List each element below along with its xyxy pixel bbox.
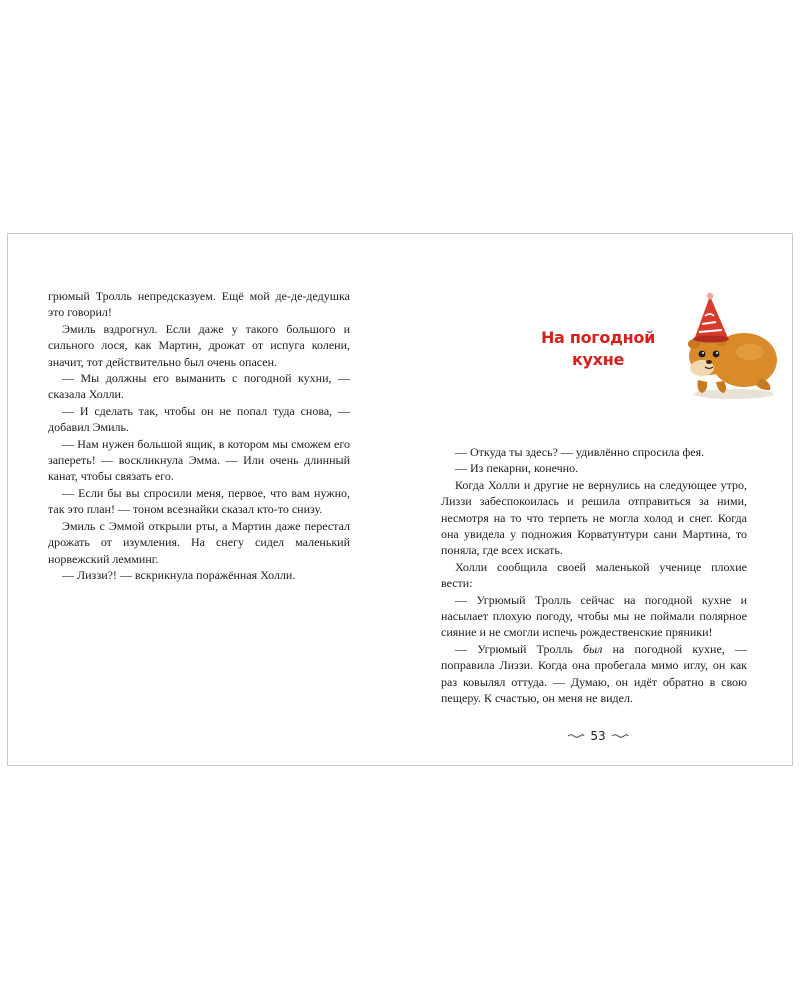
paragraph: — Лиззи?! — вскрикнула поражённая Холли. [62,567,296,582]
page-number [560,727,636,745]
chapter-title-line: кухне [571,350,625,369]
chapter-title [527,327,669,371]
paragraph: Когда Холли и другие не вернулись на следующее утро, Лиззи забеспокоилась и решила отправиться за ними, несмотря на то что терпеть не могла холод и снег. Когда она увидела у подножия Корватунтури сани Мартина, то поняла, где всех искать. [441,477,747,558]
paragraph-text: на погодной кухне, — поправила Лиззи. Когда она пробегала мимо иглу, он как раз ковылял оттуда. — Думаю, он идёт обратно в свою пещеру. К счастью, он меня не видел. [441,641,747,706]
ornament-left-icon [567,733,585,739]
chapter-title-line: На погодной [540,328,656,347]
paragraph: — И сделать так, чтобы он не попал туда снова, — добавил Эмиль. [48,403,350,435]
paragraph: Эмиль вздрогнул. Если даже у такого большого и сильного лося, как Мартин, дрожат от испуга колени, значит, тот действительно был очень опасен. [48,321,350,369]
ornament-right-icon [611,733,629,739]
paragraph: — Если бы вы спросили меня, первое, что вам нужно, так это план! — тоном всезнайки сказал кто-то снизу. [48,485,350,517]
paragraph: — Нам нужен большой ящик, в котором мы сможем его запереть! — воскликнула Эмма. — Или очень длинный канат, чтобы связать его. [48,436,350,484]
page-number-text: 53 [590,729,606,743]
paragraph: грюмый Тролль непредсказуем. Ещё мой де-де-дедушка это говорил! [48,289,350,320]
paragraph: Эмиль с Эммой открыли рты, а Мартин даже перестал дрожать от изумления. На снегу сидел маленький норвежский лемминг. [48,518,350,566]
paragraph-text: — Угрюмый Тролль [455,641,583,656]
emphasized-word: был [583,641,603,656]
paragraph [441,641,747,707]
lemming-with-party-hat-icon [672,290,784,405]
paragraph: — Откуда ты здесь? — удивлённо спросила фея. [455,445,705,459]
right-page-text [441,444,747,707]
paragraph: — Из пекарни, конечно. [455,461,579,476]
paragraph: — Угрюмый Тролль сейчас на погодной кухне и насылает плохую погоду, чтобы мы не поймали полярное сияние и не смогли испечь рождественские пряники! [441,592,747,640]
left-page-text [48,288,350,583]
paragraph: Холли сообщила своей маленькой ученице плохие вести: [441,559,747,591]
paragraph: — Мы должны его выманить с погодной кухни, — сказала Холли. [48,371,350,402]
